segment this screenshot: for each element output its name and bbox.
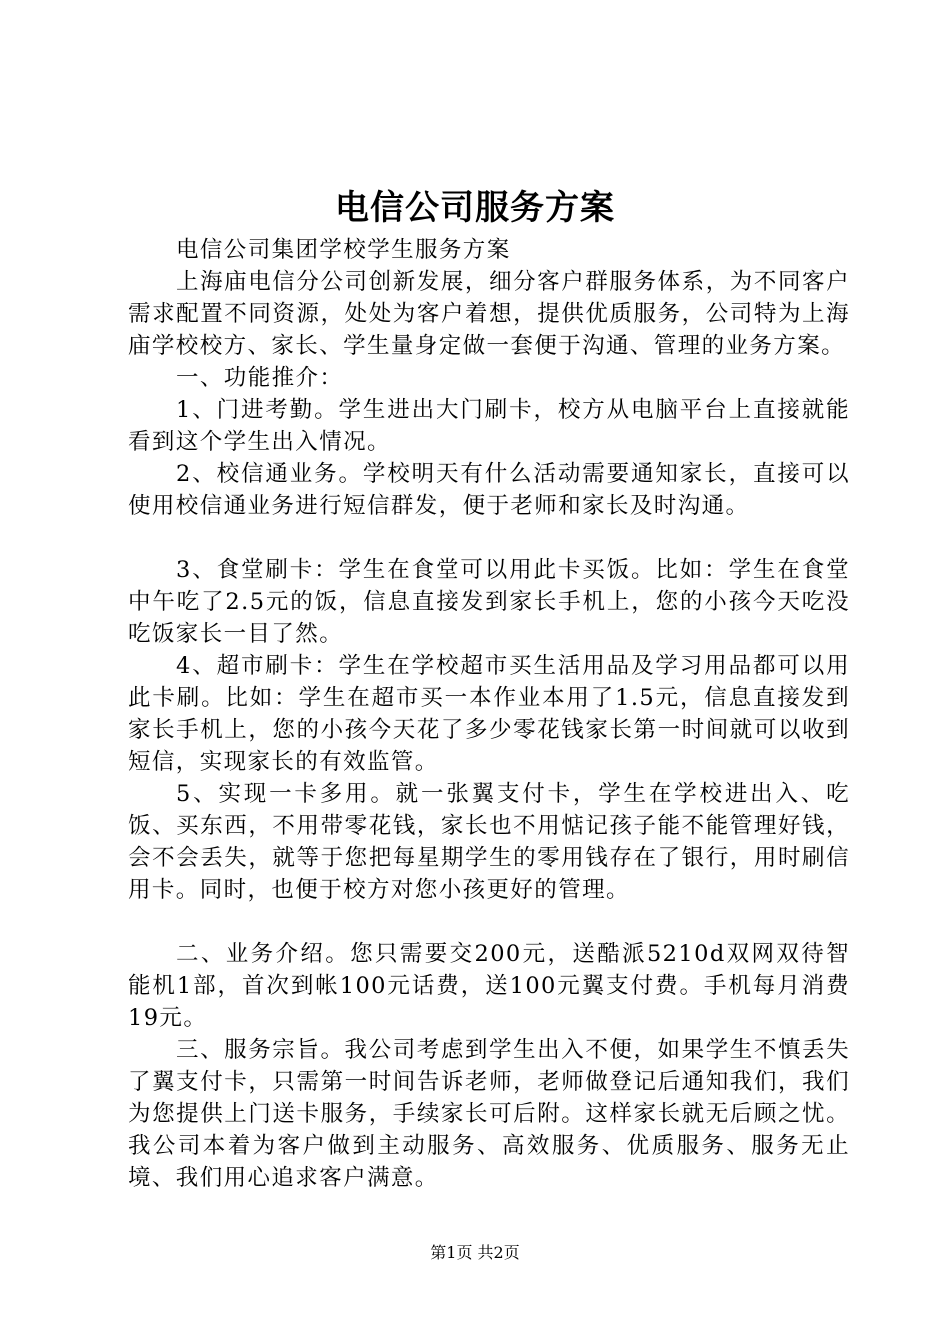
paragraph-item-5: 5、实现一卡多用。就一张翼支付卡，学生在学校进出入、吃饭、买东西，不用带零花钱，家长也不用惦记孩子能不能管理好钱，会不会丢失，就等于您把每星期学生的零用钱存在了银行，用时刷信用卡。同时，也便于校方对您小孩更好的管理。 [128,781,850,903]
paragraph-item-1: 1、门进考勤。学生进出大门刷卡，校方从电脑平台上直接就能看到这个学生出入情况。 [128,397,850,455]
paragraph-section-1-heading: 一、功能推介： [176,365,344,391]
paragraph-item-4: 4、超市刷卡：学生在学校超市买生活用品及学习用品都可以用此卡刷。比如：学生在超市买一本作业本用了1.5元，信息直接发到家长手机上，您的小孩今天花了多少零花钱家长第一时间就可以收到短信，实现家长的有效监管。 [128,653,850,775]
document-body [128,234,850,1194]
paragraph-item-2: 2、校信通业务。学校明天有什么活动需要通知家长，直接可以使用校信通业务进行短信群发，便于老师和家长及时沟通。 [128,461,850,519]
page-footer: 第1页 共2页 [430,1243,520,1262]
paragraph-section-3: 三、服务宗旨。我公司考虑到学生出入不便，如果学生不慎丢失了翼支付卡，只需第一时间告诉老师，老师做登记后通知我们，我们为您提供上门送卡服务，手续家长可后附。这样家长就无后顾之忧。我公司本着为客户做到主动服务、高效服务、优质服务、服务无止境、我们用心追求客户满意。 [128,1037,850,1191]
paragraph-section-2: 二、业务介绍。您只需要交200元，送酷派5210d双网双待智能机1部，首次到帐100元话费，送100元翼支付费。手机每月消费19元。 [128,941,850,1031]
document-title: 电信公司服务方案 [335,188,615,228]
paragraph-intro: 上海庙电信分公司创新发展，细分客户群服务体系，为不同客户需求配置不同资源，处处为客户着想，提供优质服务，公司特为上海庙学校校方、家长、学生量身定做一套便于沟通、管理的业务方案。 [128,269,850,359]
paragraph-subtitle: 电信公司集团学校学生服务方案 [176,237,511,263]
paragraph-item-3: 3、食堂刷卡：学生在食堂可以用此卡买饭。比如：学生在食堂中午吃了2.5元的饭，信息直接发到家长手机上，您的小孩今天吃没吃饭家长一目了然。 [128,557,850,647]
